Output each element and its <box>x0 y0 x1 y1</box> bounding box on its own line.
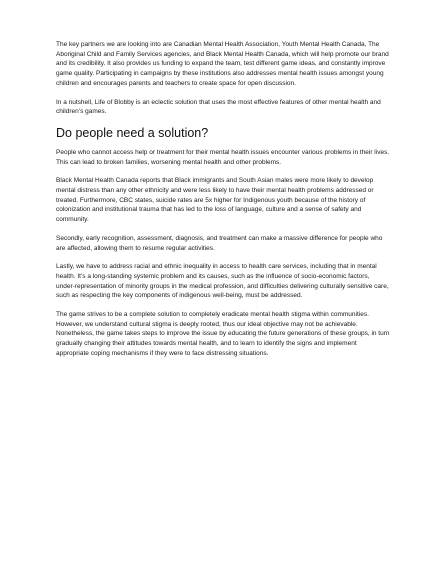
section-heading: Do people need a solution? <box>56 125 209 140</box>
paragraph-nutshell: In a nutshell, Life of Blobby is an eclectic solution that uses the most effective features of other mental health and children’s games. <box>56 98 381 116</box>
paragraph-statistics: Black Mental Health Canada reports that Black immigrants and South Asian males were more likely to develop mental distress than any other ethnicity and were less likely to have their mental health problems addressed or treated. Furthermore, CBC states, suicide rates are 5x higher for Indigenous youth because of the history of colonization and institutional trauma that has led to the loss of language, culture and a sense of safety and community. <box>56 177 374 224</box>
paragraph-inequality: Lastly, we have to address racial and ethnic inequality in access to health care services, including that in mental health. It’s a long-standing systemic problem and its causes, such as the influence of socio-economic factors, under-representation of minority groups in the medical profession, and difficulties delivering culturally sensitive care, such as respecting the key components of indigenous well-being, must be addressed. <box>56 263 389 300</box>
paragraph-key-partners: The key partners we are looking into are Canadian Mental Health Association, Youth Mental Health Canada, The Aboriginal Child and Family Services agencies, and Black Mental Health Canada, which will help promote our brand and its credibility. It also provides us funding to expand the team, test different game ideas, and constantly improve game quality. Participating in campaigns by these institutions also addresses mental health issues amongst young children and encourages parents and teachers to create space for open discussion. <box>56 41 389 87</box>
paragraph-access-problems: People who cannot access help or treatment for their mental health issues encounter various problems in their lives. This can lead to broken families, worsening mental health and other problems. <box>56 148 390 166</box>
document-page <box>56 40 390 368</box>
paragraph-game-solution: The game strives to be a complete solution to completely eradicate mental health stigma within communities. However, we understand cultural stigma is deeply rooted, thus our ideal objective may not be achievable. Nonetheless, the game takes steps to improve the issue by educating the future generations of these groups, in turn gradually changing their attitudes towards mental health, and to learn to identify the signs and implement appropriate coping mechanisms if they were to face distressing situations. <box>56 311 390 357</box>
paragraph-early-recognition: Secondly, early recognition, assessment, diagnosis, and treatment can make a massive difference for people who are affected, allowing them to resume regular activities. <box>56 234 383 252</box>
